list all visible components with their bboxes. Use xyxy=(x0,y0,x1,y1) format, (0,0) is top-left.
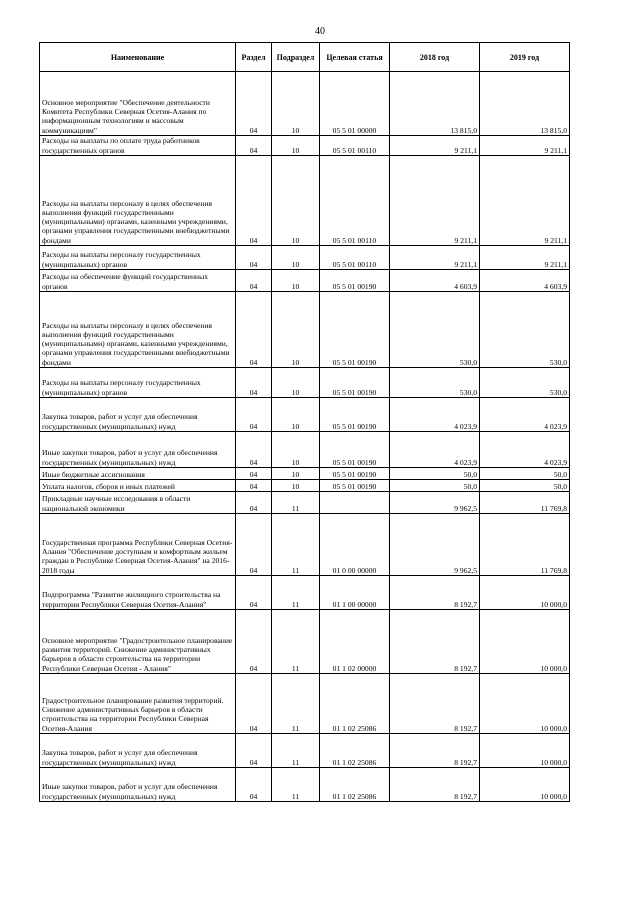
row-amount-2019: 9 211,1 xyxy=(480,136,570,156)
row-name: Закупка товаров, работ и услуг для обеспечения государственных (муниципальных) нужд xyxy=(40,734,236,768)
row-podrazdel: 11 xyxy=(272,576,320,610)
row-amount-2018: 8 192,7 xyxy=(390,768,480,802)
table-row xyxy=(40,432,570,468)
table-header-row xyxy=(40,43,570,72)
row-amount-2018: 9 962,5 xyxy=(390,514,480,576)
row-name: Подпрограмма "Развитие жилищного строительства на территории Республики Северная Осетия-Алания" xyxy=(40,576,236,610)
row-amount-2018: 8 192,7 xyxy=(390,576,480,610)
row-celevaya-statya: 05 5 01 00110 xyxy=(320,156,390,246)
row-podrazdel: 10 xyxy=(272,270,320,292)
row-amount-2019: 13 815,0 xyxy=(480,72,570,136)
page-number: 40 xyxy=(315,26,325,37)
row-name: Расходы на выплаты персоналу государственных (муниципальных) органов xyxy=(40,368,236,398)
row-amount-2018: 4 603,9 xyxy=(390,270,480,292)
row-name: Расходы на выплаты персоналу в целях обеспечения выполнения функций государственными (муниципальными) органами, казенными учреждениями, органами управления государственными внебюджетными фондами xyxy=(40,156,236,246)
row-podrazdel: 10 xyxy=(272,468,320,480)
header-razdel: Раздел xyxy=(236,43,272,72)
row-amount-2019: 4 023,9 xyxy=(480,398,570,432)
row-name: Расходы на выплаты персоналу государственных (муниципальных) органов xyxy=(40,246,236,270)
row-name: Расходы на выплаты персоналу в целях обеспечения выполнения функций государственными (муниципальными) органами, казенными учреждениями, органами управления государственными внебюджетными фондами xyxy=(40,292,236,368)
table-row xyxy=(40,468,570,480)
row-razdel: 04 xyxy=(236,368,272,398)
header-name: Наименование xyxy=(40,43,236,72)
row-name: Основное мероприятие "Обеспечение деятельности Комитета Республики Северная Осетия-Алания по информационным технологиям и массовым коммуникациям" xyxy=(40,72,236,136)
row-amount-2019: 530,0 xyxy=(480,368,570,398)
table-row xyxy=(40,768,570,802)
row-amount-2018: 8 192,7 xyxy=(390,610,480,674)
header-celevaya-statya: Целевая статья xyxy=(320,43,390,72)
row-razdel: 04 xyxy=(236,398,272,432)
row-podrazdel: 11 xyxy=(272,734,320,768)
row-celevaya-statya: 05 5 01 00000 xyxy=(320,72,390,136)
row-celevaya-statya: 01 1 02 25086 xyxy=(320,674,390,734)
header-2019: 2019 год xyxy=(480,43,570,72)
row-amount-2019: 530,0 xyxy=(480,292,570,368)
row-podrazdel: 10 xyxy=(272,246,320,270)
row-amount-2019: 11 769,8 xyxy=(480,514,570,576)
row-amount-2018: 8 192,7 xyxy=(390,734,480,768)
row-razdel: 04 xyxy=(236,72,272,136)
row-amount-2019: 10 000,0 xyxy=(480,610,570,674)
header-podrazdel: Подраздел xyxy=(272,43,320,72)
row-podrazdel: 10 xyxy=(272,368,320,398)
row-amount-2019: 10 000,0 xyxy=(480,768,570,802)
row-razdel: 04 xyxy=(236,156,272,246)
row-name: Иные закупки товаров, работ и услуг для обеспечения государственных (муниципальных) нужд xyxy=(40,432,236,468)
row-amount-2018: 9 211,1 xyxy=(390,246,480,270)
row-podrazdel: 10 xyxy=(272,136,320,156)
row-amount-2018: 50,0 xyxy=(390,468,480,480)
row-razdel: 04 xyxy=(236,514,272,576)
row-celevaya-statya: 05 5 01 00190 xyxy=(320,468,390,480)
row-amount-2019: 50,0 xyxy=(480,480,570,492)
row-amount-2018: 9 211,1 xyxy=(390,156,480,246)
row-celevaya-statya: 05 5 01 00110 xyxy=(320,136,390,156)
row-celevaya-statya xyxy=(320,492,390,514)
row-podrazdel: 10 xyxy=(272,480,320,492)
row-celevaya-statya: 05 5 01 00190 xyxy=(320,270,390,292)
row-podrazdel: 10 xyxy=(272,432,320,468)
row-name: Уплата налогов, сборов и иных платежей xyxy=(40,480,236,492)
row-amount-2018: 4 023,9 xyxy=(390,432,480,468)
row-name: Закупка товаров, работ и услуг для обеспечения государственных (муниципальных) нужд xyxy=(40,398,236,432)
row-amount-2019: 10 000,0 xyxy=(480,674,570,734)
row-razdel: 04 xyxy=(236,246,272,270)
table-row xyxy=(40,156,570,246)
table-row xyxy=(40,270,570,292)
table-row xyxy=(40,368,570,398)
row-amount-2018: 4 023,9 xyxy=(390,398,480,432)
row-amount-2019: 9 211,1 xyxy=(480,246,570,270)
row-razdel: 04 xyxy=(236,768,272,802)
row-amount-2018: 8 192,7 xyxy=(390,674,480,734)
row-amount-2018: 530,0 xyxy=(390,292,480,368)
row-razdel: 04 xyxy=(236,734,272,768)
row-amount-2019: 10 000,0 xyxy=(480,576,570,610)
row-podrazdel: 11 xyxy=(272,492,320,514)
row-amount-2019: 4 023,9 xyxy=(480,432,570,468)
row-amount-2018: 530,0 xyxy=(390,368,480,398)
row-amount-2019: 50,0 xyxy=(480,468,570,480)
row-podrazdel: 11 xyxy=(272,610,320,674)
row-amount-2018: 50,0 xyxy=(390,480,480,492)
row-razdel: 04 xyxy=(236,292,272,368)
table-row xyxy=(40,480,570,492)
row-celevaya-statya: 01 1 02 25086 xyxy=(320,768,390,802)
table-row xyxy=(40,398,570,432)
row-razdel: 04 xyxy=(236,492,272,514)
row-name: Иные закупки товаров, работ и услуг для обеспечения государственных (муниципальных) нужд xyxy=(40,768,236,802)
row-amount-2019: 11 769,8 xyxy=(480,492,570,514)
row-name: Прикладные научные исследования в области национальной экономики xyxy=(40,492,236,514)
row-podrazdel: 11 xyxy=(272,768,320,802)
row-celevaya-statya: 05 5 01 00110 xyxy=(320,246,390,270)
row-podrazdel: 11 xyxy=(272,514,320,576)
row-razdel: 04 xyxy=(236,468,272,480)
row-celevaya-statya: 01 1 02 25086 xyxy=(320,734,390,768)
row-name: Расходы на выплаты по оплате труда работников государственных органов xyxy=(40,136,236,156)
table-row xyxy=(40,292,570,368)
row-razdel: 04 xyxy=(236,432,272,468)
row-amount-2018: 9 962,5 xyxy=(390,492,480,514)
budget-table xyxy=(39,42,570,802)
table-row xyxy=(40,492,570,514)
table-row xyxy=(40,610,570,674)
row-razdel: 04 xyxy=(236,576,272,610)
table-row xyxy=(40,734,570,768)
row-podrazdel: 10 xyxy=(272,72,320,136)
row-name: Градостроительное планирование развития территорий. Снижение административных барьеров в области строительства на территории Республики Северная Осетия-Алания xyxy=(40,674,236,734)
table-row xyxy=(40,246,570,270)
row-name: Государственная программа Республики Северная Осетия-Алания "Обеспечение доступным и комфортным жильем граждан в Республике Северная Осетия-Алания" на 2016-2018 годы xyxy=(40,514,236,576)
table-row xyxy=(40,674,570,734)
row-celevaya-statya: 01 0 00 00000 xyxy=(320,514,390,576)
row-celevaya-statya: 01 1 00 00000 xyxy=(320,576,390,610)
row-amount-2018: 9 211,1 xyxy=(390,136,480,156)
row-name: Расходы на обеспечение функций государственных органов xyxy=(40,270,236,292)
table-row xyxy=(40,72,570,136)
row-amount-2018: 13 815,0 xyxy=(390,72,480,136)
row-name: Основное мероприятие "Градостроительное планирование развития территорий. Снижение административных барьеров в области строительства на территории Республики Северная Осетия - Алания" xyxy=(40,610,236,674)
header-2018: 2018 год xyxy=(390,43,480,72)
row-razdel: 04 xyxy=(236,136,272,156)
row-podrazdel: 10 xyxy=(272,398,320,432)
row-razdel: 04 xyxy=(236,480,272,492)
row-name: Иные бюджетные ассигнования xyxy=(40,468,236,480)
row-podrazdel: 10 xyxy=(272,292,320,368)
row-podrazdel: 10 xyxy=(272,156,320,246)
table-row xyxy=(40,514,570,576)
table-row xyxy=(40,136,570,156)
row-amount-2019: 10 000,0 xyxy=(480,734,570,768)
row-celevaya-statya: 05 5 01 00190 xyxy=(320,432,390,468)
row-celevaya-statya: 05 5 01 00190 xyxy=(320,480,390,492)
row-celevaya-statya: 05 5 01 00190 xyxy=(320,398,390,432)
row-amount-2019: 9 211,1 xyxy=(480,156,570,246)
row-celevaya-statya: 01 1 02 00000 xyxy=(320,610,390,674)
row-razdel: 04 xyxy=(236,674,272,734)
row-razdel: 04 xyxy=(236,270,272,292)
row-razdel: 04 xyxy=(236,610,272,674)
row-celevaya-statya: 05 5 01 00190 xyxy=(320,292,390,368)
row-celevaya-statya: 05 5 01 00190 xyxy=(320,368,390,398)
table-row xyxy=(40,576,570,610)
row-amount-2019: 4 603,9 xyxy=(480,270,570,292)
row-podrazdel: 11 xyxy=(272,674,320,734)
